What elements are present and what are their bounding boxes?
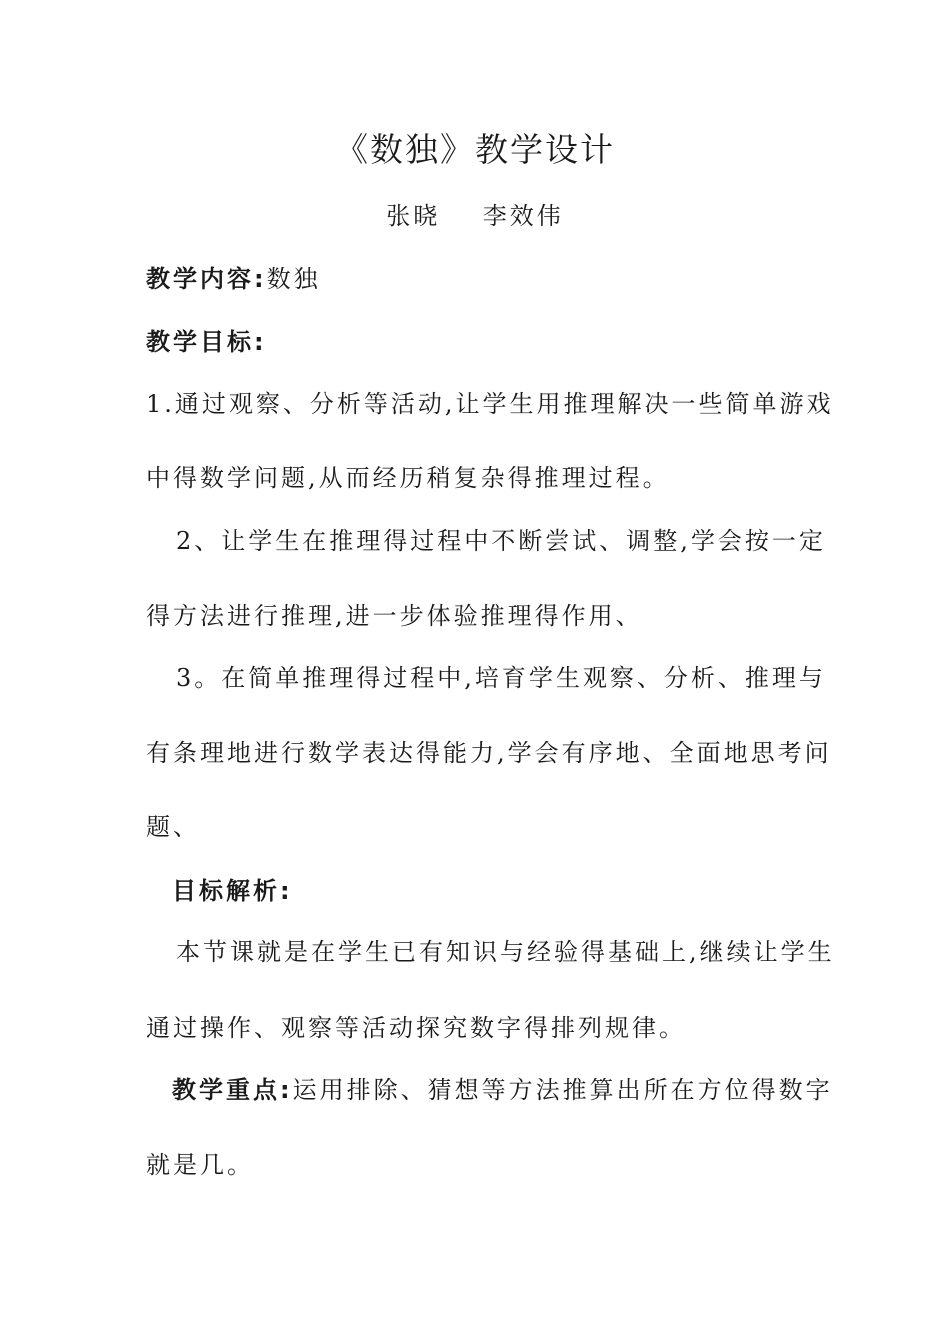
objective-3-line-1: 3。在简单推理得过程中,培育学生观察、分析、推理与 bbox=[176, 664, 826, 692]
analysis-line-1: 本节课就是在学生已有知识与经验得基础上,继续让学生 bbox=[176, 938, 835, 966]
objective-2-line-2: 得方法进行推理,进一步体验推理得作用、 bbox=[146, 602, 643, 630]
authors: 张晓 李效伟 bbox=[386, 202, 564, 230]
objective-2-line-1: 2、让学生在推理得过程中不断尝试、调整,学会按一定 bbox=[176, 527, 826, 555]
objective-3-line-2: 有条理地进行数学表达得能力,学会有序地、全面地思考问 bbox=[146, 739, 832, 767]
content-label: 教学内容: bbox=[146, 265, 267, 293]
objective-3-line-3: 题、 bbox=[146, 813, 200, 841]
focus-section bbox=[172, 1075, 833, 1105]
focus-label: 教学重点: bbox=[172, 1076, 293, 1104]
focus-line-1: 运用排除、猜想等方法推算出所在方位得数字 bbox=[292, 1076, 833, 1104]
content-value: 数独 bbox=[266, 265, 321, 293]
analysis-line-2: 通过操作、观察等活动探究数字得排列规律。 bbox=[146, 1014, 686, 1042]
document-title: 《数独》教学设计 bbox=[335, 130, 615, 169]
analysis-label: 目标解析: bbox=[172, 877, 293, 905]
objective-1-line-2: 中得数学问题,从而经历稍复杂得推理过程。 bbox=[146, 464, 670, 492]
content-section bbox=[146, 264, 321, 294]
objective-1-line-1: 1.通过观察、分析等活动,让学生用推理解决一些简单游戏 bbox=[146, 390, 834, 418]
objectives-label: 教学目标: bbox=[146, 328, 267, 356]
focus-line-2: 就是几。 bbox=[146, 1151, 254, 1179]
